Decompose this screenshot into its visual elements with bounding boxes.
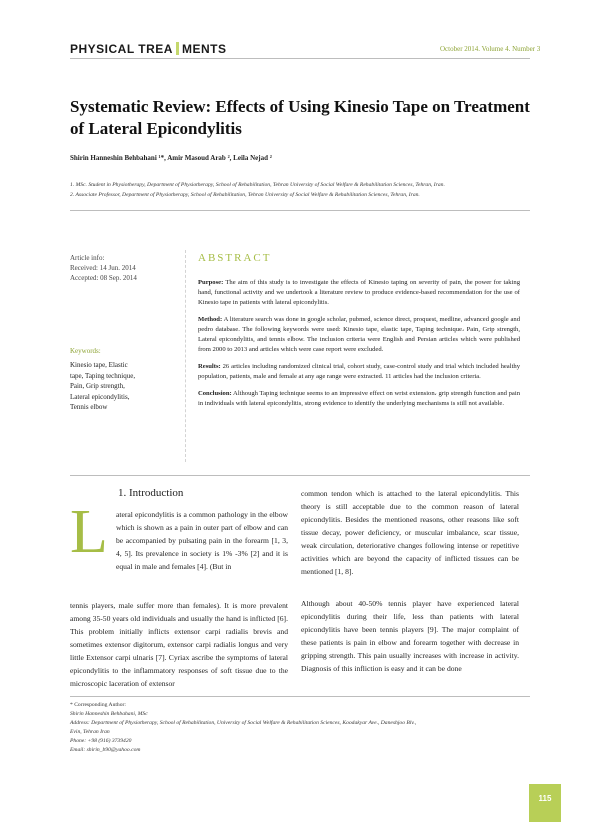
keywords-list: [70, 360, 135, 413]
affiliations-divider: [70, 210, 530, 211]
corresponding-address: Address: Department of Physiotherapy, School of Rehabilitation, University of Social Welfare & Rehabilitation Sciences, Koodakyar Ave., Daneshjoo Blv.,: [70, 720, 417, 726]
accepted-date: Accepted: 08 Sep. 2014: [70, 274, 137, 282]
drop-cap: L: [70, 498, 108, 566]
abstract-purpose: [198, 278, 520, 308]
corresponding-name: Shirin Hanneshin Behbahani, MSc: [70, 711, 148, 717]
conclusion-text: Although Taping technique seems to an impressive effect on wrist extension، grip strength function and pain in individuals with lateral epicondylitis, strong evidence to identify the underlying mechanisms is still not available.: [198, 390, 520, 407]
abstract-heading: ABSTRACT: [198, 252, 272, 264]
issue-info: October 2014. Volume 4. Number 3: [440, 45, 541, 53]
affiliations: [70, 180, 540, 200]
authors: Shirin Hanneshin Behbahani ¹*, Amir Masoud Arab ², Leila Nejad ²: [70, 154, 272, 162]
article-info: [70, 253, 137, 283]
corresponding-phone: Phone: +98 (916) 3739420: [70, 738, 132, 744]
affiliation-1: 1. MSc. Student in Physiotherapy, Department of Physiotherapy, School of Rehabilitation, Tehran University of Social Welfare & Rehabilitation Sciences, Tehran, Iran.: [70, 182, 445, 188]
corresponding-heading: * Corresponding Author:: [70, 702, 126, 708]
results-label: Results:: [198, 363, 221, 370]
corresponding-address-cont: Evin, Tehran Iran: [70, 729, 110, 735]
intro-col2-paragraph-1: common tendon which is attached to the lateral epicondylitis. This theory is still acceptable due to the common reason of lateral epicondylitis. Besides the mentioned reasons, other reasons like soft tissue decay, power deficiency, or muscular imbalance, scar tissue, weak circulation, deteriorative changes following intense or repetitive activities which are beyond the capacity of inflicted tissues can be mentioned [1, 8].: [301, 489, 519, 576]
abstract-method: [198, 315, 520, 355]
corresponding-email: Email: shirin_b90@yahoo.com: [70, 747, 141, 753]
journal-name-bar: [176, 42, 179, 55]
keyword-line: Kinesio tape, Elastic: [70, 361, 128, 369]
keyword-line: Lateral epicondylitis,: [70, 392, 130, 401]
page-number-tab: [529, 784, 561, 822]
affiliation-2: 2. Associate Professor, Department of Physiotherapy, School of Rehabilitation, Tehran University of Social Welfare & Rehabilitation Sciences, Tehran, Iran.: [70, 192, 420, 198]
abstract-results: [198, 362, 520, 382]
journal-name-right: MENTS: [181, 42, 227, 56]
introduction-heading: 1. Introduction: [118, 487, 184, 499]
page-number: 115: [538, 794, 552, 803]
abstract-divider: [185, 250, 186, 462]
journal-name-left: PHYSICAL TREA: [70, 42, 173, 56]
abstract-conclusion: [198, 389, 520, 409]
results-text: 26 articles including randomized clinical trial, cohort study, case-control study and trial which included healthy population, patients, male and female at any age range were extracted. 11 articles had the inclusion criteria.: [198, 363, 520, 380]
article-info-heading: Article info:: [70, 254, 105, 262]
journal-name: [70, 42, 226, 56]
abstract-body: [198, 278, 520, 416]
keyword-line: tape, Taping technique,: [70, 371, 136, 380]
purpose-text: The aim of this study is to investigate the effects of Kinesio taping on severity of pain, the power for taking hand, functional activity and we undertook a literature review to produce evidence-based recommendation for the use of Kinesio tape in patients with lateral epicondylitis.: [198, 279, 520, 306]
corresponding-author: [70, 701, 540, 755]
received-date: Received: 14 Jun. 2014: [70, 264, 136, 272]
article-title: Systematic Review: Effects of Using Kinesio Tape on Treatment of Lateral Epicondylitis: [70, 97, 530, 138]
abstract-bottom-divider: [70, 475, 530, 476]
intro-col1-text: tennis players, male suffer more than females). It is more prevalent among 35-50 years old individuals and usually the hand is inflicted [6]. This problem initially inflicts extensor carpi radialis brevis and sometimes extensor digitorum, extensor carpi radialis longus and very little Extensor carpi ulnaris [7]. Cyriax ascribe the symptoms of lateral epicondylitis to the inflammatory responses of soft tissue due to the microscopic laceration of extensor: [70, 601, 288, 688]
purpose-label: Purpose:: [198, 279, 224, 286]
keyword-line: Tennis elbow: [70, 403, 108, 411]
method-text: A literature search was done in google scholar, pubmed, science direct, proquest, medline, advanced google and pedro database. The following keywords were used: Kinesio tape, elastic tape, Taping technique، Pain, Grip strength, Lateral epicondylitis, and tennis elbow. The inclusion criteria were English and Persian articles which were published from 2000 to 2013 and articles which were case report were excluded.: [198, 316, 520, 353]
conclusion-label: Conclusion:: [198, 390, 232, 397]
intro-col2-paragraph-2: Although about 40-50% tennis player have experienced lateral epicondylitis during their life, less than patients with lateral epicondylitis have been tennis players [9]. The major complaint of these patients is pain in elbow and forearm together with decrease in gripping strength. This pain usually increases with increase in activity. Diagnosis of this infliction is easy and it can be done: [301, 599, 519, 673]
corresponding-divider: [70, 696, 530, 697]
header-divider: [70, 58, 530, 59]
keyword-line: Pain, Grip strength,: [70, 382, 125, 390]
keywords-heading: Keywords:: [70, 347, 101, 355]
method-label: Method:: [198, 316, 223, 323]
intro-col1-indented: ateral epicondylitis is a common pathology in the elbow which is shown as a pain in outer part of elbow and can be accompanied by pulsating pain in the forearm [1, 3, 4, 5]. Its prevalence in society is 1% -3% [2] and it is equal in male and females [4]. (But in: [116, 510, 288, 571]
